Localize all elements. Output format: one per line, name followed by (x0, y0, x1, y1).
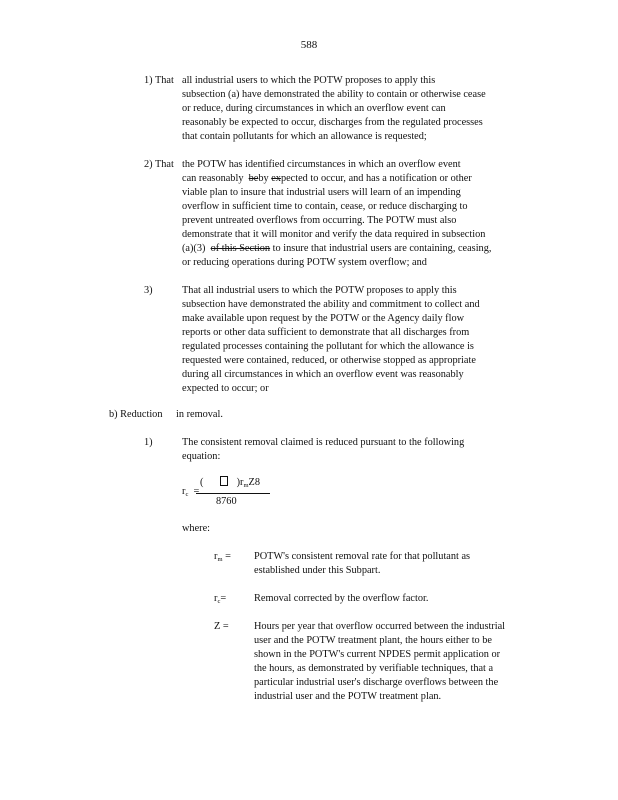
item-2-line (182, 242, 491, 256)
page-number: 588 (300, 39, 318, 51)
numerator-open-paren: ( (200, 477, 204, 488)
item-2-text: by (258, 173, 269, 184)
term-equals: = (220, 593, 227, 604)
numerator-rest: )r (236, 477, 244, 488)
item-3-line: make available upon request by the POTW or the Agency daily flow (182, 313, 465, 324)
item-2-text: to insure that industrial users are containing, ceasing, (272, 243, 492, 254)
b1-label: 1) (144, 437, 153, 448)
item-2-line: or reducing operations during POTW system overflow; and (182, 257, 427, 268)
equation-denominator: 8760 (216, 496, 237, 507)
struck-text: ex (271, 173, 281, 184)
struck-text: be (248, 173, 259, 184)
numerator-tail: Z8 (248, 477, 260, 488)
equals-sign: = (193, 486, 200, 497)
definition-term-rc (214, 592, 250, 609)
equation-lhs-sub: c (185, 491, 189, 498)
term-equals: = (222, 621, 229, 632)
item-1-line: or reduce, during circumstances in which an overflow event can (182, 103, 446, 114)
item-3-line: That all industrial users to which the POTW proposes to apply this (182, 285, 457, 296)
item-2-line: prevent untreated overflows from occurring. The POTW must also (182, 215, 457, 226)
definition-term-rm (214, 550, 250, 567)
item-1-label: 1) That (144, 75, 174, 86)
term-symbol: r (214, 551, 218, 562)
item-2-line (182, 172, 472, 186)
section-b-label: b) Reduction (109, 409, 163, 420)
equation (182, 476, 302, 512)
item-2-line: viable plan to insure that industrial users will learn of an impending (182, 187, 461, 198)
item-1-line: subsection (a) have demonstrated the ability to contain or otherwise cease (182, 89, 486, 100)
equation-numerator (200, 476, 260, 493)
definition-text-z: Hours per year that overflow occurred between the industrial user and the POTW treatment plant, the hours either to be shown in the POTW's current NPDES permit application or the hours, as demonstrated by verifiable techniques, that a particular industrial user's discharge overflows between the industrial user and the POTW treatment plan. (254, 621, 506, 702)
item-1-line: that contain pollutants for which an allowance is requested; (182, 131, 427, 142)
fraction-bar (196, 493, 270, 494)
item-2-text: (a)(3) (182, 243, 206, 254)
term-sub: m (217, 556, 223, 563)
b1-line: equation: (182, 451, 221, 462)
equation-lhs-symbol: r (182, 486, 186, 497)
definition-term-z (214, 620, 250, 634)
term-symbol: r (214, 593, 218, 604)
item-2-line: demonstrate that it will monitor and verify the data required in subsection (182, 229, 486, 240)
item-3-line: expected to occur; or (182, 383, 269, 394)
item-3-line: regulated processes containing the pollutant for which the allowance is (182, 341, 474, 352)
item-2-label: 2) That (144, 159, 174, 170)
item-2-text: pected to occur, and has a notification or other (280, 173, 472, 184)
section-b-text: in removal. (176, 409, 223, 420)
definition-text-rc: Removal corrected by the overflow factor. (254, 593, 429, 604)
item-2-line: the POTW has identified circumstances in which an overflow event (182, 159, 461, 170)
item-3-line: during all circumstances in which an overflow event was reasonably (182, 369, 464, 380)
term-symbol: Z (214, 621, 221, 632)
item-2-text: can reasonably (182, 173, 244, 184)
b1-line: The consistent removal claimed is reduced pursuant to the following (182, 437, 465, 448)
missing-glyph-box (220, 476, 228, 486)
definition-text-rm: POTW's consistent removal rate for that pollutant as established under this Subpart. (254, 551, 471, 576)
term-sub: c (217, 598, 221, 605)
numerator-sub: m (243, 482, 249, 489)
item-3-line: requested were contained, reduced, or otherwise stopped as appropriate (182, 355, 476, 366)
item-2-line: overflow in sufficient time to contain, cease, or reduce discharging to (182, 201, 468, 212)
term-equals: = (225, 551, 231, 562)
item-3-label: 3) (144, 285, 153, 296)
struck-text: of this Section (210, 243, 271, 254)
item-3-line: subsection have demonstrated the ability and commitment to collect and (182, 299, 480, 310)
where-label: where: (182, 523, 211, 534)
item-3-line: reports or other data sufficient to demonstrate that all discharges from (182, 327, 470, 338)
item-1-line: reasonably be expected to occur, discharges from the regulated processes (182, 117, 483, 128)
item-1-line: all industrial users to which the POTW proposes to apply this (182, 75, 436, 86)
